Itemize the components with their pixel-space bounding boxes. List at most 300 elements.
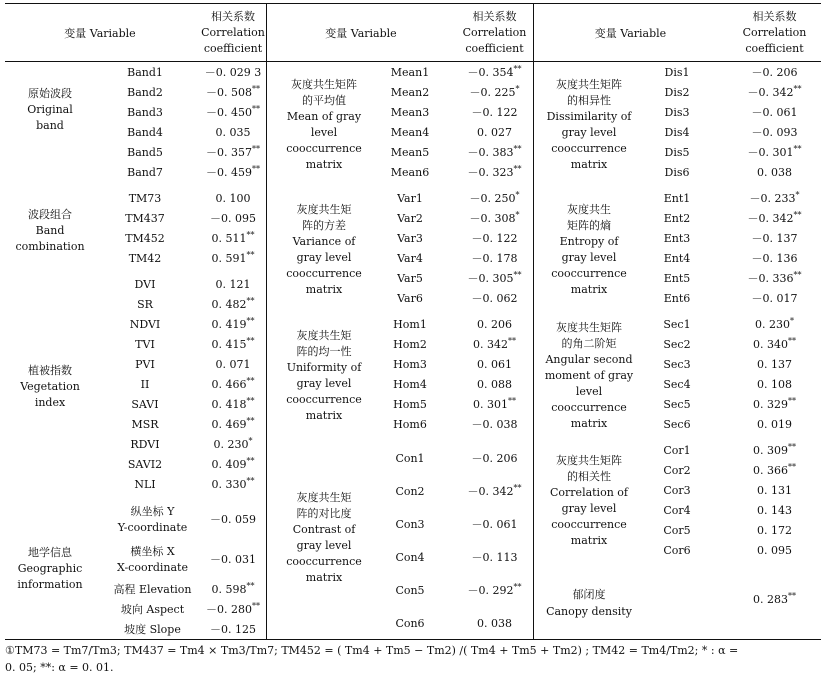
group-label-line: 灰度共生矩 (296, 491, 352, 504)
significance-mark: * (515, 210, 520, 220)
variable-name: TM73 (128, 192, 162, 205)
coefficient-value: 0. 137 (757, 358, 792, 371)
group-label-line: 原始波段 (28, 87, 72, 100)
group-label-line: matrix (570, 417, 608, 430)
variable-name: MSR (131, 418, 159, 431)
variable-name: RDVI (130, 438, 160, 451)
significance-mark: ** (246, 316, 255, 326)
coefficient-value: 0. 329 (753, 398, 788, 411)
variable-name: TM452 (125, 232, 165, 245)
group-label (0, 545, 100, 593)
coefficient-value: 0. 143 (757, 504, 792, 517)
correlation-value (728, 66, 821, 79)
group-label-line: cooccurrence (551, 142, 627, 155)
correlation-value (728, 292, 821, 305)
correlation-value (456, 485, 533, 498)
coefficient-value: －0. 342 (747, 212, 794, 225)
correlation-value (728, 166, 821, 179)
correlation-value (200, 478, 266, 491)
coefficient-value: 0. 340 (753, 338, 788, 351)
header-corr-cn: 相关系数 (472, 10, 517, 23)
group-label (536, 77, 642, 173)
variable-name: SAVI2 (127, 458, 163, 471)
significance-mark: ** (246, 456, 255, 466)
group-label (536, 202, 642, 298)
significance-mark: ** (252, 144, 260, 154)
group-label-line: 灰度共生 (567, 203, 611, 216)
variable-name: Sec6 (663, 418, 691, 431)
coefficient-value: －0. 136 (751, 252, 798, 265)
correlation-value (200, 166, 266, 179)
variable-name: Dis2 (664, 86, 690, 99)
correlation-value (728, 464, 821, 477)
variable-name: Var2 (397, 212, 423, 225)
significance-mark: ** (246, 396, 255, 406)
header-variable: 变量 Variable (64, 27, 136, 40)
variable-name: Var1 (397, 192, 423, 205)
correlation-value (728, 272, 821, 285)
correlation-value (200, 278, 266, 291)
group-label-line: Contrast of (292, 523, 356, 536)
significance-mark: ** (788, 442, 796, 452)
significance-mark: ** (246, 476, 255, 486)
correlation-value (456, 551, 533, 564)
coefficient-value: －0. 508 (206, 86, 252, 99)
significance-mark: ** (252, 104, 260, 114)
group-label (0, 86, 100, 134)
correlation-value (200, 513, 266, 526)
variable-name: Var3 (397, 232, 423, 245)
group-label (536, 453, 642, 549)
correlation-value (456, 418, 533, 431)
significance-mark: ** (246, 416, 255, 426)
coefficient-value: －0. 336 (747, 272, 794, 285)
correlation-value (456, 166, 533, 179)
footnote-line-2: 0. 05; **: α = 0. 01. (5, 661, 114, 674)
group-label-line: gray level (561, 126, 617, 139)
correlation-value (456, 518, 533, 531)
variable-name: Con3 (395, 518, 425, 531)
group-label (0, 363, 100, 411)
variable-name: Band2 (127, 86, 163, 99)
coefficient-value: －0. 292 (467, 584, 514, 597)
variable-name: Con1 (395, 452, 425, 465)
coefficient-value: 0. 230 (213, 438, 249, 451)
correlation-value (728, 504, 821, 517)
coefficient-value: 0. 061 (477, 358, 512, 371)
group-label-line: 灰度共生矩阵 (556, 454, 622, 467)
group-label-line: cooccurrence (286, 393, 362, 406)
header-variable: 变量 Variable (594, 27, 667, 40)
correlation-value (728, 212, 821, 225)
group-label-line: gray level (296, 251, 352, 264)
group-label-line: 的角二阶矩 (561, 337, 617, 350)
coefficient-value: 0. 283 (753, 593, 788, 606)
correlation-value (456, 378, 533, 391)
correlation-value (728, 484, 821, 497)
correlation-value (200, 418, 266, 431)
coefficient-value: －0. 017 (751, 292, 798, 305)
footnote-line-1: ①TM73 = Tm7/Tm3; TM437 = Tm4 × Tm3/Tm7; TM452 = ( Tm4 + Tm5 − Tm2) /( Tm4 + Tm5 + Tm2) ; TM42 = Tm4/Tm2; * : α = (5, 644, 739, 657)
coefficient-value: 0. 100 (215, 192, 251, 205)
coefficient-value: －0. 122 (471, 232, 518, 245)
variable-name: PVI (135, 358, 155, 371)
coefficient-value: 0. 035 (215, 126, 251, 139)
group-label-line: gray level (296, 539, 352, 552)
coefficient-value: 0. 598 (211, 583, 247, 596)
coefficient-value: 0. 419 (211, 318, 247, 331)
correlation-value (200, 358, 266, 371)
significance-mark: ** (246, 336, 255, 346)
coefficient-value: －0. 061 (751, 106, 798, 119)
group-label-line: 地学信息 (28, 546, 72, 559)
header-corr-en: coefficient (745, 42, 804, 55)
variable-name: Hom1 (393, 318, 427, 331)
coefficient-value: 0. 131 (757, 484, 792, 497)
group-label-line: matrix (570, 534, 608, 547)
correlation-value (456, 212, 533, 225)
variable-name: Var6 (397, 292, 423, 305)
group-label-line: 植被指数 (28, 364, 72, 377)
group-label-line: Original (27, 103, 73, 116)
coefficient-value: －0. 354 (467, 66, 514, 79)
group-label-line: matrix (305, 409, 343, 422)
significance-mark: ** (252, 84, 260, 94)
coefficient-value: 0. 019 (757, 418, 792, 431)
header-corr-en: Correlation (462, 26, 527, 39)
coefficient-value: 0. 511 (211, 232, 247, 245)
group-label-line: cooccurrence (551, 518, 627, 531)
group-label-line: Vegetation (20, 380, 80, 393)
variable-name: Band7 (127, 166, 163, 179)
column-divider-2 (533, 3, 534, 639)
variable-name: NDVI (129, 318, 161, 331)
group-label-line: cooccurrence (286, 267, 362, 280)
correlation-value (456, 232, 533, 245)
significance-mark: * (515, 84, 520, 94)
group-label-line: Correlation of (550, 486, 628, 499)
significance-mark: * (248, 436, 253, 446)
group-label-line: 的相关性 (567, 470, 611, 483)
coefficient-value: －0. 113 (471, 551, 518, 564)
coefficient-value: 0. 482 (211, 298, 247, 311)
correlation-value (728, 398, 821, 411)
group-label-line: matrix (305, 571, 343, 584)
variable-name: Mean2 (390, 86, 430, 99)
coefficient-value: －0. 038 (471, 418, 518, 431)
group-label-line: combination (15, 240, 85, 253)
variable-name: Con4 (395, 551, 425, 564)
variable-name: 横坐标 X (130, 545, 175, 558)
variable-name: II (140, 378, 150, 391)
correlation-value (200, 212, 266, 225)
correlation-value (456, 584, 533, 597)
group-label-line: 阵的方差 (302, 219, 346, 232)
coefficient-value: －0. 061 (471, 518, 518, 531)
correlation-value (200, 438, 266, 451)
correlation-value (200, 553, 266, 566)
coefficient-value: －0. 459 (206, 166, 252, 179)
coefficient-value: －0. 280 (206, 603, 252, 616)
variable-name: Sec3 (663, 358, 691, 371)
correlation-value (200, 252, 266, 265)
group-label-line: 灰度共生矩阵 (291, 78, 357, 91)
coefficient-value: －0. 137 (751, 232, 798, 245)
variable-name: Mean6 (390, 166, 430, 179)
significance-mark: * (790, 316, 794, 326)
group-label-line: level (575, 385, 603, 398)
variable-name: SR (137, 298, 153, 311)
group-label-line: band (36, 119, 64, 132)
variable-name: Dis4 (664, 126, 690, 139)
coefficient-value: －0. 301 (747, 146, 794, 159)
coefficient-value: 0. 330 (211, 478, 247, 491)
coefficient-value: －0. 305 (467, 272, 514, 285)
correlation-value (456, 318, 533, 331)
canopy-label-en: Canopy density (546, 605, 632, 618)
variable-name: TM42 (128, 252, 162, 265)
significance-mark: ** (788, 462, 796, 472)
variable-name: SAVI (131, 398, 159, 411)
correlation-value (728, 252, 821, 265)
variable-name: Band4 (127, 126, 163, 139)
significance-mark: ** (513, 582, 522, 592)
variable-name: Cor3 (663, 484, 691, 497)
coefficient-value: －0. 342 (747, 86, 794, 99)
group-label-line: information (17, 578, 83, 591)
group-label (0, 207, 100, 255)
variable-name: Ent6 (663, 292, 691, 305)
correlation-value (200, 192, 266, 205)
correlation-value (200, 623, 266, 636)
coefficient-value: －0. 225 (469, 86, 516, 99)
variable-name: Cor2 (663, 464, 691, 477)
group-label-line: 灰度共生矩阵 (556, 78, 622, 91)
group-label-line: Uniformity of (286, 361, 362, 374)
significance-mark: ** (793, 144, 802, 154)
variable-name: Hom6 (393, 418, 427, 431)
correlation-value (456, 192, 533, 205)
variable-name: Sec2 (663, 338, 691, 351)
correlation-value (456, 292, 533, 305)
correlation-value (456, 452, 533, 465)
group-label-line: Entropy of (559, 235, 619, 248)
group-label (536, 320, 642, 432)
variable-name: Dis3 (664, 106, 690, 119)
coefficient-value: 0. 309 (753, 444, 788, 457)
header-rule (5, 61, 821, 62)
correlation-value (200, 86, 266, 99)
group-label-line: gray level (296, 377, 352, 390)
variable-name: Y-coordinate (117, 521, 188, 534)
header-corr-cn: 相关系数 (752, 10, 797, 23)
variable-name: Ent3 (663, 232, 691, 245)
variable-name: Cor6 (663, 544, 691, 557)
coefficient-value: 0. 206 (477, 318, 512, 331)
top-rule (5, 3, 821, 4)
significance-mark: ** (508, 396, 516, 406)
footnote (5, 642, 821, 676)
correlation-value (456, 272, 533, 285)
correlation-value (200, 318, 266, 331)
correlation-value (200, 146, 266, 159)
group-label-line: 灰度共生矩 (296, 203, 352, 216)
variable-name: Con5 (395, 584, 425, 597)
coefficient-value: 0. 469 (211, 418, 247, 431)
significance-mark: ** (513, 144, 522, 154)
variable-name: TM437 (125, 212, 165, 225)
variable-name: Dis1 (664, 66, 690, 79)
variable-name: Hom2 (393, 338, 427, 351)
variable-name: 坡向 Aspect (120, 603, 185, 616)
significance-mark: ** (513, 64, 522, 74)
variable-name: 纵坐标 Y (130, 505, 175, 518)
correlation-value (200, 66, 266, 79)
variable-name: X-coordinate (117, 561, 188, 574)
group-label-line: Band (35, 224, 65, 237)
significance-mark: ** (508, 336, 516, 346)
group-label-line: 阵的均一性 (296, 345, 352, 358)
correlation-value (200, 398, 266, 411)
variable-name: Sec4 (663, 378, 691, 391)
coefficient-value: 0. 088 (477, 378, 512, 391)
correlation-value (200, 106, 266, 119)
group-label-line: level (310, 126, 338, 139)
correlation-value (456, 106, 533, 119)
variable-name: Cor4 (663, 504, 691, 517)
correlation-value (200, 583, 266, 596)
correlation-value (728, 544, 821, 557)
correlation-value (728, 86, 821, 99)
header-corr-en: Correlation (201, 26, 265, 39)
group-label-line: cooccurrence (286, 555, 362, 568)
coefficient-value: －0. 250 (469, 192, 516, 205)
variable-name: TVI (135, 338, 155, 351)
significance-mark: ** (246, 376, 255, 386)
header-corr-en: coefficient (203, 42, 263, 55)
coefficient-value: 0. 121 (215, 278, 251, 291)
coefficient-value: 0. 466 (211, 378, 247, 391)
group-label-line: Angular second (545, 353, 633, 366)
variable-name: Dis5 (664, 146, 690, 159)
correlation-value (728, 593, 821, 606)
group-label-line: cooccurrence (551, 401, 627, 414)
group-label-line: index (34, 396, 66, 409)
variable-name: Mean4 (390, 126, 430, 139)
coefficient-value: 0. 409 (211, 458, 247, 471)
coefficient-value: －0. 029 3 (204, 66, 262, 79)
coefficient-value: 0. 418 (211, 398, 247, 411)
correlation-value (200, 298, 266, 311)
correlation-value (456, 146, 533, 159)
variable-name: Sec5 (663, 398, 691, 411)
coefficient-value: －0. 383 (467, 146, 514, 159)
significance-mark: ** (793, 84, 802, 94)
correlation-value (728, 146, 821, 159)
correlation-value (456, 86, 533, 99)
variable-name: Mean1 (390, 66, 430, 79)
group-label-line: cooccurrence (551, 267, 627, 280)
correlation-value (728, 358, 821, 371)
coefficient-value: －0. 122 (471, 106, 518, 119)
coefficient-value: －0. 342 (467, 485, 514, 498)
correlation-value (200, 232, 266, 245)
coefficient-value: －0. 233 (749, 192, 796, 205)
coefficient-value: 0. 366 (753, 464, 788, 477)
variable-name: DVI (134, 278, 156, 291)
correlation-value (200, 603, 266, 616)
group-label-line: gray level (561, 502, 617, 515)
significance-mark: ** (788, 591, 796, 601)
significance-mark: ** (246, 581, 255, 591)
coefficient-value: －0. 357 (206, 146, 252, 159)
group-label (272, 328, 376, 424)
variable-name: Band1 (127, 66, 163, 79)
group-label-line: matrix (570, 283, 608, 296)
variable-name: Sec1 (663, 318, 691, 331)
coefficient-value: 0. 108 (757, 378, 792, 391)
correlation-value (456, 358, 533, 371)
correlation-value (728, 106, 821, 119)
header-variable: 变量 Variable (325, 27, 397, 40)
coefficient-value: －0. 031 (210, 553, 256, 566)
significance-mark: ** (513, 164, 522, 174)
variable-name: Var4 (397, 252, 423, 265)
variable-name: Cor1 (663, 444, 691, 457)
group-label-line: cooccurrence (286, 142, 362, 155)
group-label (272, 202, 376, 298)
coefficient-value: 0. 071 (215, 358, 251, 371)
significance-mark: * (795, 190, 800, 200)
significance-mark: ** (788, 396, 796, 406)
canopy-label-cn: 郁闭度 (572, 588, 606, 601)
significance-mark: ** (793, 270, 802, 280)
coefficient-value: 0. 027 (477, 126, 512, 139)
coefficient-value: 0. 342 (473, 338, 508, 351)
coefficient-value: 0. 301 (473, 398, 508, 411)
correlation-value (728, 524, 821, 537)
group-label-line: matrix (305, 158, 343, 171)
coefficient-value: －0. 206 (751, 66, 798, 79)
correlation-value (728, 318, 821, 331)
significance-mark: ** (252, 164, 260, 174)
coefficient-value: －0. 308 (469, 212, 516, 225)
variable-name: Con6 (395, 617, 425, 630)
variable-name: Var5 (397, 272, 423, 285)
group-label (272, 490, 376, 586)
group-label-line: 阵的对比度 (296, 507, 352, 520)
coefficient-value: －0. 323 (467, 166, 514, 179)
correlation-value (200, 338, 266, 351)
group-label-line: Geographic (17, 562, 83, 575)
coefficient-value: －0. 095 (210, 212, 256, 225)
header-corr-cn: 相关系数 (211, 10, 255, 23)
variable-name: Con2 (395, 485, 425, 498)
variable-name: Ent4 (663, 252, 691, 265)
group-label-line: 灰度共生矩阵 (556, 321, 622, 334)
group-label-line: 矩阵的熵 (567, 219, 611, 232)
coefficient-value: 0. 038 (757, 166, 792, 179)
group-label-line: gray level (561, 251, 617, 264)
variable-name: Cor5 (663, 524, 691, 537)
variable-name: Ent2 (663, 212, 691, 225)
coefficient-value: －0. 125 (210, 623, 256, 636)
variable-name: Mean3 (390, 106, 430, 119)
group-label-line: 的平均值 (302, 94, 346, 107)
significance-mark: ** (513, 270, 522, 280)
significance-mark: ** (513, 483, 522, 493)
significance-mark: * (515, 190, 520, 200)
